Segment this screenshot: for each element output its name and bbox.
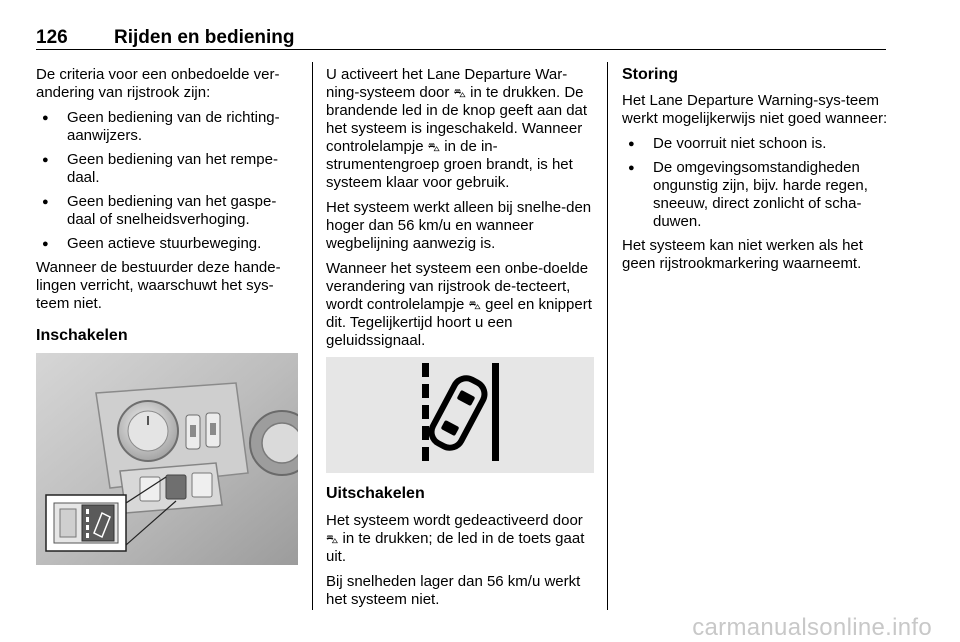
- speed-condition-text: Het systeem werkt alleen bij snelhe-den hoger dan 56 km/u en wanneer wegbelijning aanwezig is.: [326, 199, 592, 252]
- chapter-title: Rijden en bediening: [114, 27, 295, 48]
- lane-line-right: [492, 363, 499, 461]
- heading-inschakelen: Inschakelen: [36, 327, 128, 344]
- heading-storing: Storing: [622, 66, 678, 83]
- criteria-item: ● Geen bediening van het rempe-daal.: [36, 151, 298, 187]
- activation-text-a: U activeert het Lane Departure War-ning-systeem door: [326, 66, 568, 101]
- activation-paragraph: [326, 66, 594, 192]
- detection-paragraph: [326, 260, 594, 350]
- column-1: [36, 66, 298, 565]
- column-2: [326, 66, 594, 616]
- column-3: [622, 66, 890, 280]
- page-number: 126: [36, 27, 68, 48]
- criteria-intro: De criteria voor een onbedoelde ver-andering van rijstrook zijn:: [36, 66, 280, 101]
- page-header: [36, 27, 886, 50]
- heading-uitschakelen: Uitschakelen: [326, 485, 425, 502]
- lane-departure-symbol-figure: [326, 357, 594, 473]
- activation-text-b: in te drukken. De brandende led in de knop geeft aan dat het systeem is ingeschakeld. Wanneer controlelampje: [326, 84, 588, 155]
- detection-text-a: Wanneer het systeem een onbe-doelde verandering van rijstrook de-tecteert, wordt controlelampje: [326, 260, 589, 313]
- watermark: carmanualsonline.info: [692, 614, 932, 641]
- lane-departure-icon: ⛍: [468, 298, 481, 312]
- fault-cause-item: ● De voorruit niet schoon is.: [622, 135, 890, 153]
- fault-cause-item: ● De omgevingsomstandigheden ongunstig zijn, bijv. harde regen, sneeuw, direct zonlicht of scha-duwen.: [622, 159, 890, 231]
- fault-causes-list: [622, 135, 890, 231]
- column-divider-2: [607, 62, 608, 610]
- column-divider-1: [312, 62, 313, 610]
- lane-departure-icon: ⛍: [427, 140, 441, 154]
- criteria-item: ● Geen bediening van het gaspe-daal of snelheidsverhoging.: [36, 193, 298, 229]
- lane-departure-icon: ⛍: [326, 532, 339, 546]
- criteria-list: [36, 109, 298, 253]
- deactivation-text-a: Het systeem wordt gedeactiveerd door: [326, 512, 583, 529]
- detection-text-b: geel en knippert dit. Tegelijkertijd hoort u een geluidssignaal.: [326, 296, 592, 349]
- warning-text: Wanneer de bestuurder deze hande-lingen verricht, waarschuwt het sys-teem niet.: [36, 259, 281, 312]
- deactivation-paragraph: [326, 512, 594, 566]
- dashboard-button-illustration: [36, 353, 298, 565]
- criteria-item: ● Geen bediening van de richting-aanwijzers.: [36, 109, 298, 145]
- low-speed-text: Bij snelheden lager dan 56 km/u werkt het systeem niet.: [326, 573, 581, 608]
- activation-text-c: in de in-strumentengroep groen brandt, is het systeem klaar voor gebruik.: [326, 138, 573, 191]
- criteria-item: ● Geen actieve stuurbeweging.: [36, 235, 298, 253]
- no-marking-text: Het systeem kan niet werken als het geen rijstrookmarkering waarneemt.: [622, 237, 863, 272]
- fault-intro: Het Lane Departure Warning-sys-teem werkt mogelijkerwijs niet goed wanneer:: [622, 92, 888, 127]
- deactivation-text-b: in te drukken; de led in de toets gaat uit.: [326, 530, 585, 565]
- lane-departure-icon: ⛍: [453, 86, 466, 100]
